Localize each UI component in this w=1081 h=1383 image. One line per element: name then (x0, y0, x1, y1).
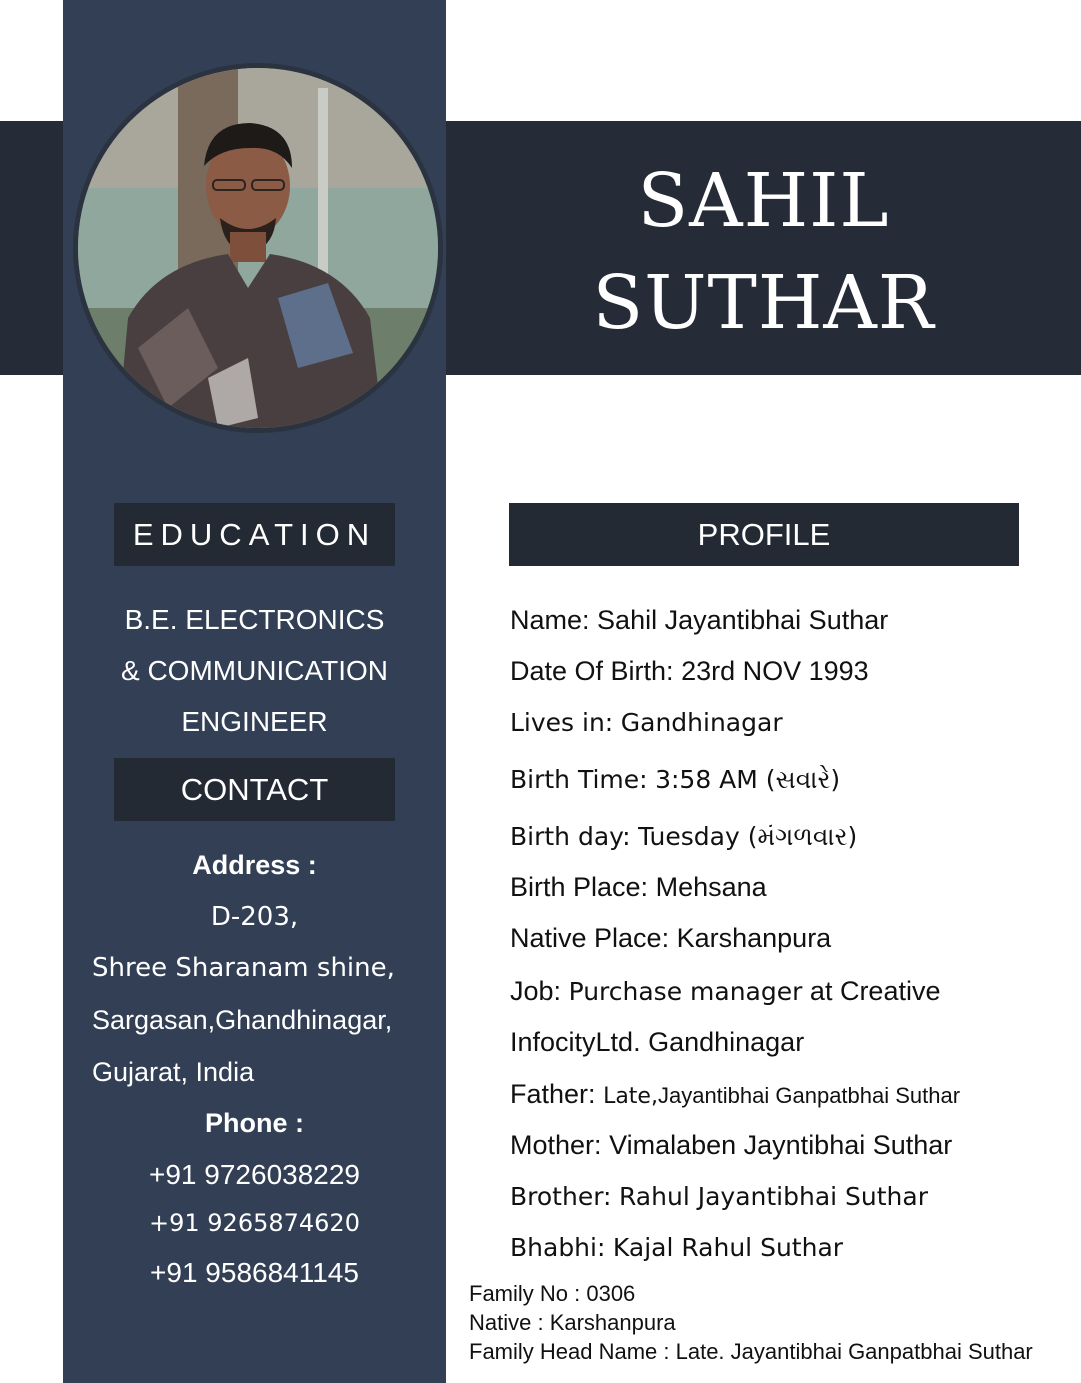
profile-label: Date Of Birth: (510, 656, 674, 686)
education-line: & COMMUNICATION (120, 655, 389, 686)
profile-father-row (510, 1081, 960, 1108)
education-line: ENGINEER (181, 706, 328, 737)
phone-number: +91 9586841145 (150, 1257, 359, 1288)
profile-value: InfocityLtd. Gandhinagar (510, 1027, 805, 1057)
profile-label: Native Place: (510, 923, 670, 953)
profile-label: Lives in: (510, 708, 614, 737)
contact-header: CONTACT (114, 758, 395, 821)
profile-job-row-cont (510, 1029, 804, 1056)
profile-birth-place-row (510, 874, 767, 901)
profile-label: Birth Time: (510, 765, 648, 794)
profile-job-row (510, 978, 940, 1005)
profile-label: Birth Place: (510, 872, 649, 902)
profile-value: Karshanpura (676, 923, 832, 953)
profile-birth-time-row (510, 766, 840, 793)
profile-value: 3:58 AM (સવારે) (655, 765, 841, 794)
profile-lives-row (510, 709, 783, 736)
profile-label: Bhabhi: (510, 1233, 606, 1262)
profile-header: PROFILE (509, 503, 1019, 566)
profile-birth-day-row (510, 823, 857, 850)
profile-name-row (510, 607, 888, 634)
profile-value: Sahil Jayantibhai Suthar (597, 605, 889, 635)
address-line: Shree Sharanam shine, (92, 953, 395, 983)
profile-value: Late, (603, 1084, 658, 1109)
address-line: Sargasan,Ghandhinagar, (92, 1005, 393, 1035)
profile-label: Job: (510, 976, 562, 1006)
profile-brother-row (510, 1183, 928, 1210)
profile-value: at Creative (809, 976, 941, 1006)
profile-value: Vimalaben Jayntibhai Suthar (609, 1130, 953, 1160)
profile-value: 23rd NOV 1993 (681, 656, 869, 686)
address-line: Gujarat, India (92, 1057, 255, 1087)
phone-number: +91 9265874620 (149, 1209, 360, 1237)
address-line: D-203, (210, 902, 299, 932)
profile-label: Mother: (510, 1130, 602, 1160)
profile-bhabhi-row (510, 1234, 843, 1261)
profile-mother-row (510, 1132, 952, 1159)
phone-label: Phone : (205, 1108, 304, 1138)
profile-label: Birth day: (510, 822, 631, 851)
education-line: B.E. ELECTRONICS (124, 604, 385, 635)
person-portrait-icon (78, 68, 438, 428)
profile-label: Name: (510, 605, 590, 635)
education-header: EDUCATION (114, 503, 395, 566)
profile-dob-row (510, 658, 869, 685)
profile-native-place-row (510, 925, 831, 952)
phone-number: +91 9726038229 (149, 1159, 360, 1190)
address-label: Address : (192, 850, 317, 880)
profile-value: Rahul Jayantibhai Suthar (618, 1182, 928, 1211)
profile-value: Kajal Rahul Suthar (612, 1233, 844, 1262)
profile-value: Mehsana (655, 872, 767, 902)
name-first: SAHIL (637, 158, 890, 244)
name-last: SUTHAR (592, 260, 935, 346)
profile-value: Purchase manager (568, 977, 803, 1006)
profile-value: Tuesday (મંગળવાર) (638, 822, 858, 851)
profile-photo (78, 68, 438, 428)
profile-label: Brother: (510, 1182, 612, 1211)
profile-label: Father: (510, 1079, 596, 1109)
profile-value: Gandhinagar (620, 708, 783, 737)
footer-family-no: Family No : 0306 (469, 1281, 636, 1306)
footer-native: Native : Karshanpura (469, 1310, 676, 1335)
profile-value: Jayantibhai Ganpatbhai Suthar (657, 1083, 961, 1108)
footer-family-head: Family Head Name : Late. Jayantibhai Ganpatbhai Suthar (469, 1339, 1033, 1364)
